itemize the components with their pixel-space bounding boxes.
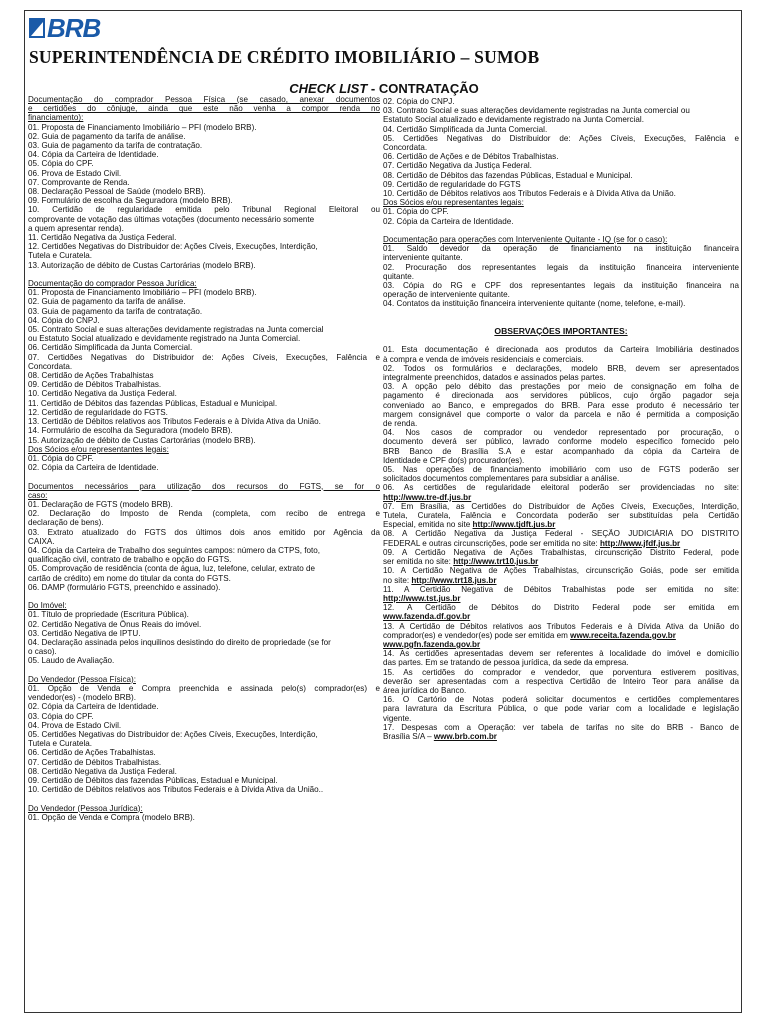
list-item: 04. Certidão Simplificada da Junta Comercial. (383, 124, 548, 134)
list-item: das partes. Em se tratando de pessoa jurídica, da sede da empresa. (383, 658, 629, 668)
list-item: Identidade e CPF do(s) procurador(es). (383, 455, 525, 465)
list-item: 01. Esta documentação é direcionada aos produtos da Carteira Imobiliária destinados (383, 345, 739, 355)
list-item: 11. A Certidão Negativa de Débitos Trabalhistas pode ser emitida no site: (383, 584, 739, 594)
list-item: FEDERAL e outras circunscrições, pode ser emitida no site: http://www.jfdf.jus.br (383, 538, 681, 548)
list-item: comprovante de votação das últimas votações (documento necessário somente (28, 214, 315, 224)
list-item: para lavratura da Escritura Pública, o que pode variar com a localidade e legislação (383, 704, 739, 714)
list-item: 16. O Cartório de Notas poderá solicitar documentos e certidões complementares (383, 695, 739, 705)
list-item: 08. Declaração Pessoal de Saúde (modelo BRB). (28, 187, 206, 197)
list-item: qualificação civil, contrato de trabalho e opção do FGTS. (28, 555, 232, 565)
list-item: 03. Guia de pagamento da tarifa de contratação. (28, 141, 203, 151)
link-brb[interactable]: www.brb.com.br (433, 731, 497, 741)
list-item: 09. Certidão de Débitos das fazendas Públicas, Estadual e Municipal. (28, 775, 278, 785)
section-heading: caso: (28, 490, 48, 500)
list-item: 09. Certidão de Débitos Trabalhistas. (28, 380, 162, 390)
list-item: 13. Autorização de débito de Custas Cartorárias (modelo BRB). (28, 260, 256, 270)
list-item (383, 594, 739, 603)
list-item: 15. As certidões do comprador e vendedor, que porventura estiverem positivas, (383, 667, 739, 677)
list-item: 01. Proposta de Financiamento Imobiliário – PFI (modelo BRB). (28, 288, 257, 298)
list-item: 03. Guia de pagamento da tarifa de contratação. (28, 306, 203, 316)
list-item: pagamento é direcionada aos servidores públicos, cujo órgão pagador seja (383, 391, 739, 401)
list-item: 12. Certidões Negativas do Distribuidor de: Ações Cíveis, Execuções, Interdição, (28, 242, 318, 252)
list-item: solicitados documentos complementares para subsidiar a análise. (383, 474, 620, 484)
list-item: 08. Certidão de Ações Trabalhistas (28, 371, 154, 381)
list-item: 05. Certidões Negativas do Distribuidor de: Ações Cíveis, Execuções, Interdição, (28, 729, 318, 739)
section-heading: Do Imóvel: (28, 601, 67, 611)
list-item: de renda. (383, 419, 418, 429)
list-item: 02. Todos os formulários e declarações, modelo BRB, devem ser apresentados (383, 363, 739, 373)
section-subheading: Dos Sócios e/ou representantes legais: (383, 198, 524, 208)
list-item: 02. Cópia da Carteira de Identidade. (28, 702, 159, 712)
list-item: 04. Cópia da Carteira de Trabalho dos seguintes campos: número da CTPS, foto, (28, 545, 320, 555)
link-jfdf[interactable]: http://www.jfdf.jus.br (599, 538, 681, 548)
list-item: 05. Contrato Social e suas alterações devidamente registradas na Junta comercial (28, 325, 324, 335)
left-column (28, 95, 380, 822)
list-item: Concordata. (28, 361, 73, 371)
list-item: 01. Saldo devedor da operação de financiamento na instituição financeira (383, 244, 739, 254)
list-item: 05. Nas operações de financiamento imobiliário com uso de FGTS poderão ser (383, 465, 739, 475)
section-vendedor-pj (28, 804, 380, 822)
list-item: 04. Declaração assinada pelos inquilinos desistindo do direito de propriedade (se for (28, 637, 331, 647)
link-fazenda-df[interactable]: www.fazenda.df.gov.br (383, 612, 471, 622)
section-heading: financiamento): (28, 113, 84, 123)
section-imovel (28, 601, 380, 665)
list-item: 10. Certidão de Débitos relativos aos Tributos Federais e à Dívida Ativa da União.. (28, 785, 324, 795)
list-item: BRB Banco de Brasília S.A e estar acompanhado da cópia da Carteira de (383, 446, 739, 456)
list-item: margem consignável que comporte o valor da parcela e não é permitida a composição (383, 409, 739, 419)
list-item: Concordata. (383, 143, 428, 153)
list-item: 03. A opção pelo débito das prestações por meio de consignação em folha de (383, 382, 739, 392)
list-item: declaração de bens). (28, 518, 104, 528)
list-item: 05. Laudo de Avaliação. (28, 656, 115, 666)
list-item: à compra e venda de imóveis residenciais e comerciais. (383, 354, 584, 364)
list-item: 14. Formulário de escolha da Seguradora (modelo BRB). (28, 426, 233, 436)
list-item: 01. Proposta de Financiamento Imobiliário – PFI (modelo BRB). (28, 122, 257, 132)
section-interveniente-quitante (383, 235, 739, 309)
brb-logo-text: BRB (47, 13, 101, 43)
list-item: 08. A Certidão Negativa da Justiça Federal - SEÇÃO JUDICIÁRIA DO DISTRITO (383, 529, 739, 539)
list-item: Tutela e Curatela. (28, 739, 93, 749)
section-subheading: Dos Sócios e/ou representantes legais: (28, 444, 169, 454)
list-item: 12. A Certidão de Débitos do Distrito Federal pode ser emitida em (383, 603, 739, 613)
list-item: o caso). (28, 647, 57, 657)
list-item: no site: http://www.trt18.jus.br (383, 575, 497, 585)
list-item: 10. Certidão de Débitos relativos aos Tributos Federais e à Dívida Ativa da União. (383, 189, 676, 199)
list-item: Estatuto Social atualizado e devidamente registrado na Junta Comercial. (383, 115, 644, 125)
list-item: 05. Cópia do CPF. (28, 159, 94, 169)
brb-logo (29, 15, 99, 43)
list-item: 05. Comprovação de residência (conta de água, luz, telefone, celular, extrato de (28, 564, 316, 574)
section-heading: Do Vendedor (Pessoa Jurídica): (28, 803, 143, 813)
list-item: ser emitida no site: http://www.trt10.jus.br (383, 557, 539, 567)
list-item: 05. Certidões Negativas do Distribuidor de: Ações Cíveis, Execuções, Falência e (383, 133, 739, 143)
list-item: 15. Autorização de débito de Custas Cartorárias (modelo BRB). (28, 435, 256, 445)
list-item: 01. Título de propriedade (Escritura Pública). (28, 610, 189, 620)
list-item: Brasília S/A – www.brb.com.br (383, 731, 497, 741)
list-item: 07. Certidão de Débitos Trabalhistas. (28, 757, 162, 767)
list-item: 06. Certidão de Ações e de Débitos Trabalhistas. (383, 152, 559, 162)
list-item: conveniado ao Banco, e empregados do BRB. Para esse produto é necessário ter (383, 400, 739, 410)
section-pf (28, 95, 380, 270)
section-fgts (28, 482, 380, 592)
right-column (383, 97, 739, 741)
list-item: 04. Cópia da Carteira de Identidade. (28, 150, 159, 160)
list-item: 07. Certidões Negativas do Distribuidor de: Ações Cíveis, Execuções, Falência e (28, 352, 380, 362)
link-pgfn[interactable]: www.pgfn.fazenda.gov.br (383, 639, 481, 649)
list-item: 07. Certidão Negativa da Justiça Federal. (383, 161, 532, 171)
section-heading: Do Vendedor (Pessoa Física): (28, 674, 136, 684)
list-item: 03. Contrato Social e suas alterações devidamente registradas na Junta comercial ou (383, 106, 690, 116)
list-item: 03. Cópia do CPF. (28, 711, 94, 721)
section-vendedor-pj-continued (383, 97, 739, 226)
list-item: 10. A Certidão Negativa de Ações Trabalhistas, circunscrição Goiás, pode ser emitida (383, 566, 739, 576)
list-item: ou Estatuto Social atualizado e devidamente registrado na Junta Comercial. (28, 334, 301, 344)
list-item: 06. DAMP (formulário FGTS, preenchido e assinado). (28, 582, 221, 592)
list-item: interveniente quitante. (383, 253, 463, 263)
section-heading: Documentação do comprador Pessoa Física (se casado, anexar documentos (28, 95, 380, 104)
list-item: CAIXA. (28, 536, 55, 546)
list-item: deverão ser apresentadas com a respectiva Certidão de Inteiro Teor para análise da (383, 676, 739, 686)
list-item: 11. Certidão de Débitos das fazendas Públicas, Estadual e Municipal. (28, 398, 278, 408)
list-item: 04. Prova de Estado Civil. (28, 720, 122, 730)
section-pj (28, 279, 380, 472)
brb-logo-mark-icon (29, 18, 47, 40)
list-item: quitante. (383, 271, 415, 281)
document-title-rest: - CONTRATAÇÃO (367, 81, 479, 96)
list-item: 01. Declaração de FGTS (modelo BRB). (28, 499, 173, 509)
list-item: 02. Declaração do Imposto de Renda (completa, com recibo de entrega e (28, 509, 380, 519)
list-item: 13. A Certidão de Débitos relativos aos Tributos Federais e à Dívida Ativa da União do (383, 621, 739, 631)
list-item: 08. Certidão de Débitos das fazendas Públicas, Estadual e Municipal. (383, 170, 633, 180)
list-item: 04. Nos casos de comprador ou vendedor representado por procuração, o (383, 428, 739, 438)
list-item: 08. Certidão Negativa da Justiça Federal. (28, 766, 177, 776)
list-item: 01. Cópia do CPF. (383, 207, 449, 217)
link-trt10[interactable]: http://www.trt10.jus.br (453, 557, 539, 567)
link-tre[interactable]: http://www.tre-df.jus.br (383, 492, 472, 502)
list-item: comprador(es) e vendedor(es) pode ser emitida em www.receita.fazenda.gov.br (383, 630, 676, 640)
list-item: 04. Contatos da instituição financeira interveniente quitante (nome, telefone, e-mail). (383, 299, 686, 309)
list-item: documento deverá ser público, lavrado conforme modelo específico fornecido pelo (383, 437, 739, 447)
list-item: 02. Certidão Negativa de Ônus Reais do imóvel. (28, 619, 202, 629)
list-item (383, 640, 739, 649)
list-item: 07. Comprovante de Renda. (28, 177, 130, 187)
link-trt18[interactable]: http://www.trt18.jus.br (411, 575, 497, 585)
list-item: cartão de crédito) em nome do titular da conta do FGTS. (28, 573, 231, 583)
list-item: 02. Guia de pagamento da tarifa de análise. (28, 297, 186, 307)
page-title: SUPERINTENDÊNCIA DE CRÉDITO IMOBILIÁRIO – SUMOB (29, 47, 540, 67)
list-item (383, 493, 739, 502)
list-item: a quem apresentar renda). (28, 223, 124, 233)
document-title (25, 81, 743, 96)
list-item: Especial, emitida no site http://www.tjdft.jus.br (383, 520, 556, 530)
list-item: 11. Certidão Negativa da Justiça Federal. (28, 233, 177, 243)
list-item: 02. Cópia da Carteira de Identidade. (383, 216, 514, 226)
list-item: 17. Despesas com a Operação: ver tabela de tarifas no site do BRB - Banco de (383, 722, 739, 732)
list-item: operação de interveniente quitante. (383, 290, 510, 300)
link-receita[interactable]: www.receita.fazenda.gov.br (570, 630, 676, 640)
document-frame (24, 10, 742, 1013)
list-item: 04. Cópia do CNPJ. (28, 315, 100, 325)
list-item: Tutela e Curatela. (28, 251, 93, 261)
list-item: 14. As certidões apresentadas devem ser referentes à localidade do imóvel e domicílio (383, 649, 739, 659)
list-item: 10. Certidão Negativa da Justiça Federal. (28, 389, 177, 399)
list-item: 01. Cópia do CPF. (28, 453, 94, 463)
section-heading: Documentação para operações com Interveniente Quitante - IQ (se for o caso): (383, 235, 668, 245)
list-item: 03. Certidão Negativa de IPTU. (28, 628, 141, 638)
list-item: 09. Certidão de regularidade do FGTS (383, 179, 521, 189)
list-item: 07. Em Brasília, as Certidões do Distribuidor de Ações Cíveis, Execuções, Interdição, (383, 501, 739, 511)
list-item: vendedor(es) - (modelo BRB). (28, 693, 136, 703)
list-item: área jurídica do Banco. (383, 685, 467, 695)
section-vendedor-pf (28, 675, 380, 795)
list-item: 06. Certidão Simplificada da Junta Comercial. (28, 343, 193, 353)
list-item: 12. Certidão de regularidade do FGTS. (28, 407, 168, 417)
list-item: 03. Cópia do RG e CPF dos representantes legais da instituição financeira na (383, 281, 739, 291)
list-item: Tutela, Curatela, Falência e Concordata poderão ser substituídas pela Certidão (383, 511, 739, 521)
list-item: vigente. (383, 713, 412, 723)
section-heading: OBSERVAÇÕES IMPORTANTES: (494, 327, 628, 337)
list-item: 01. Opção de Venda e Compra (modelo BRB). (28, 812, 195, 822)
list-item: 13. Certidão de Débitos relativos aos Tributos Federais e à Dívida Ativa da União. (28, 417, 321, 427)
link-tjdft[interactable]: http://www.tjdft.jus.br (472, 520, 556, 530)
document-title-main: CHECK LIST (289, 81, 368, 96)
list-item: 02. Procuração dos representantes legais da instituição financeira interveniente (383, 262, 739, 272)
list-item: 03. Extrato atualizado do FGTS dos últimos dois anos emitido por Agência da (28, 527, 380, 537)
list-item: 09. A Certidão Negativa de Ações Trabalhistas, circunscrição Distrito Federal, pode (383, 547, 739, 557)
section-heading: e certidões do cônjuge, ainda que este não venha a compor renda no (28, 104, 380, 114)
list-item: 01. Opção de Venda e Compra preenchida e assinada pelo(s) comprador(es) e (28, 683, 380, 693)
link-tst[interactable]: http://www.tst.jus.br (383, 593, 461, 603)
list-item: 02. Cópia da Carteira de Identidade. (28, 463, 159, 473)
list-item: 06. Prova de Estado Civil. (28, 168, 122, 178)
list-item: 06. As certidões de regularidade eleitoral poderão ser providenciadas no site: (383, 483, 739, 493)
section-observacoes (383, 327, 739, 741)
list-item: 02. Cópia do CNPJ. (383, 97, 455, 106)
list-item: 06. Certidão de Ações Trabalhistas. (28, 748, 156, 758)
list-item: integralmente preenchidos, datados e assinados pelas partes. (383, 373, 606, 383)
section-heading: Documentos necessários para utilização dos recursos do FGTS, se for o (28, 481, 380, 491)
list-item: 02. Guia de pagamento da tarifa de análise. (28, 131, 186, 141)
section-heading: Documentação do comprador Pessoa Jurídica: (28, 279, 197, 289)
list-item (383, 612, 739, 621)
list-item: 09. Formulário de escolha da Seguradora (modelo BRB). (28, 196, 233, 206)
list-item: 10. Certidão de regularidade emitida pelo Tribunal Regional Eleitoral ou (28, 205, 380, 215)
